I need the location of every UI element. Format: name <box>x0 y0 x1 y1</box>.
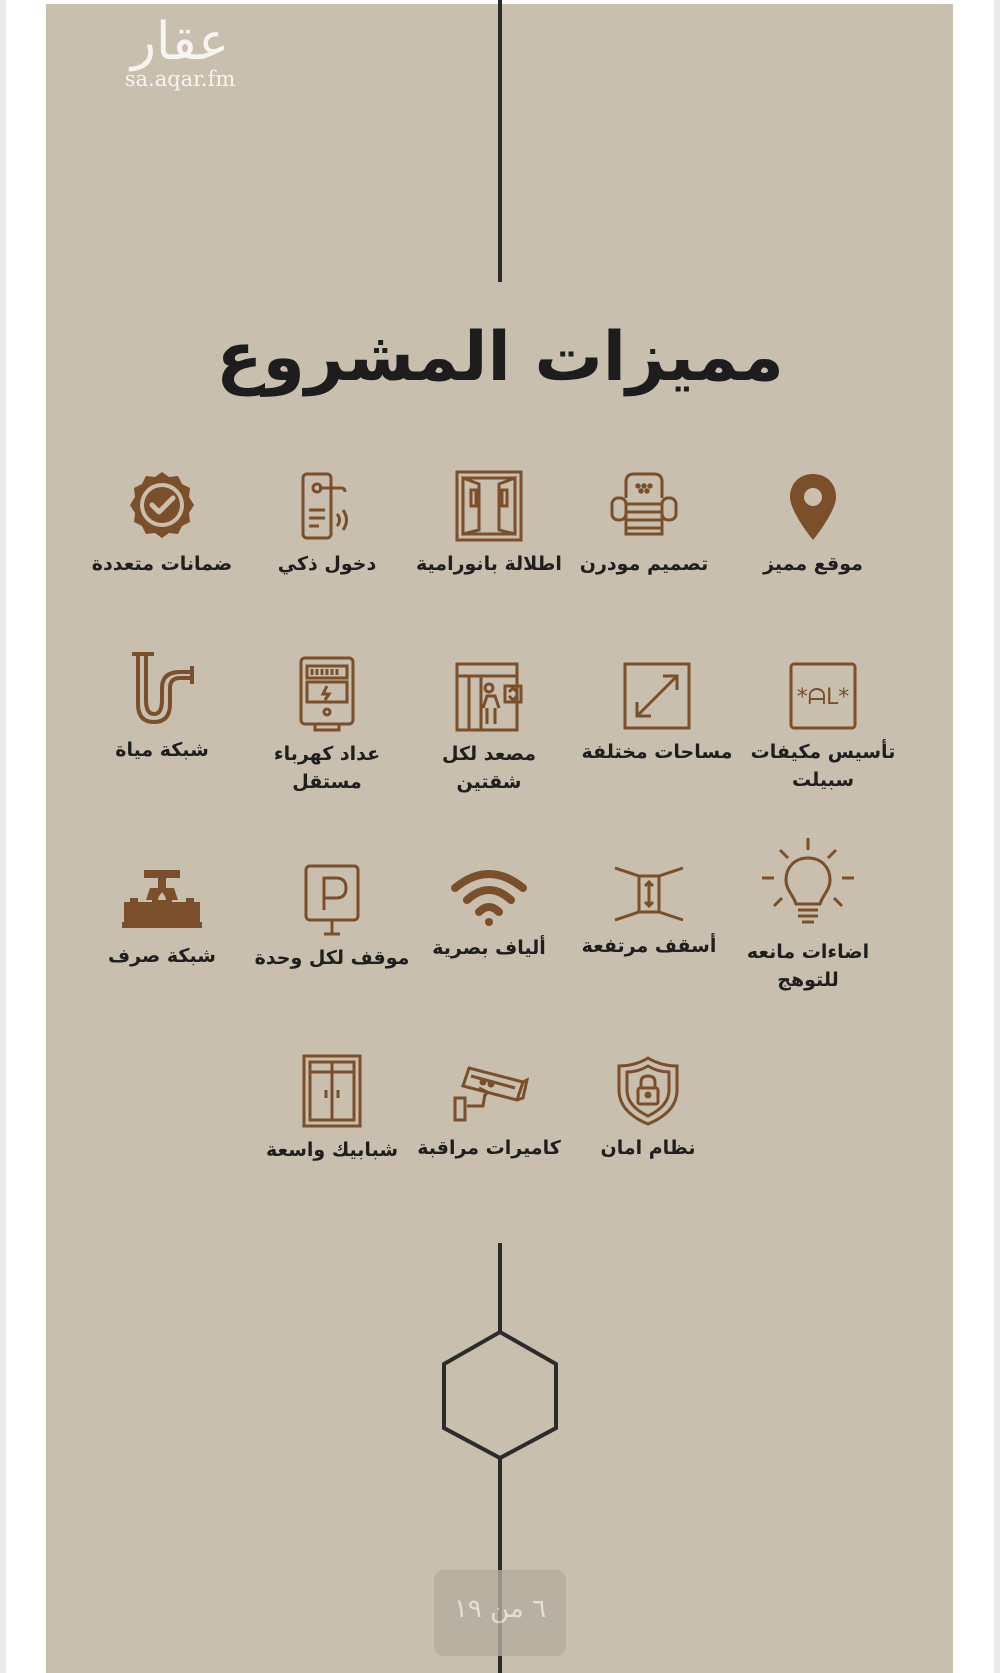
panoramic-window-icon <box>451 468 527 544</box>
feature-item <box>82 648 242 764</box>
page-indicator <box>434 1570 566 1656</box>
feature-item <box>577 660 737 766</box>
feature-label: عداد كهرباء مستقل <box>273 743 381 793</box>
hexagon-icon <box>438 1328 562 1460</box>
split-ac-icon <box>787 660 859 732</box>
feature-item <box>743 660 903 794</box>
electric-meter-icon <box>295 654 359 734</box>
armchair-icon <box>606 468 682 544</box>
parking-sign-icon <box>302 862 362 938</box>
feature-label: موقف لكل وحدة <box>254 947 410 969</box>
security-shield-icon <box>613 1054 683 1128</box>
feature-label: اطلالة بانورامية <box>416 553 562 575</box>
feature-item <box>252 1054 412 1164</box>
elevator-icon <box>451 658 527 734</box>
light-bulb-icon <box>758 836 858 932</box>
drain-valve-icon <box>122 866 202 936</box>
feature-label: ألياف بصرية <box>432 937 546 959</box>
feature-label: أسقف مرتفعة <box>581 935 717 957</box>
feature-label: مصعد لكل شقتين <box>442 743 536 793</box>
high-ceiling-icon <box>611 862 687 926</box>
feature-label: تأسيس مكيفات سبيلت <box>750 741 896 791</box>
location-pin-icon <box>778 470 848 544</box>
page-edge-left <box>0 0 6 1673</box>
feature-label: دخول ذكي <box>277 553 377 575</box>
watermark-url: sa.aqar.fm <box>124 67 236 91</box>
feature-item <box>252 862 412 972</box>
page-indicator-text: ٦ من ١٩ <box>453 1594 547 1624</box>
warranty-badge-icon <box>124 468 200 544</box>
feature-label: مساحات مختلفة <box>581 741 733 763</box>
feature-item <box>247 654 407 796</box>
feature-item <box>568 1054 728 1162</box>
feature-item <box>82 468 242 578</box>
feature-label: شبكة مياة <box>115 739 209 761</box>
feature-item <box>409 658 569 796</box>
feature-label: شبكة صرف <box>108 945 216 967</box>
feature-label: كاميرات مراقبة <box>417 1137 561 1159</box>
smart-lock-icon <box>289 470 365 544</box>
feature-label: نظام امان <box>600 1137 696 1159</box>
cctv-camera-icon <box>449 1058 529 1128</box>
resize-arrow-icon <box>621 660 693 732</box>
watermark-brand: عقار <box>130 12 230 72</box>
wide-window-icon <box>300 1054 364 1130</box>
page-title: مميزات المشروع <box>216 318 784 397</box>
feature-item <box>247 470 407 578</box>
feature-item <box>733 470 893 578</box>
top-divider-line <box>498 0 502 282</box>
feature-label: ضمانات متعددة <box>91 553 233 575</box>
page-edge-right <box>994 0 1000 1673</box>
feature-label: شبابيك واسعة <box>265 1139 399 1161</box>
svg-text:*ᗩL*: *ᗩL* <box>796 685 850 710</box>
water-pipe-icon <box>124 648 200 730</box>
feature-label: تصميم مودرن <box>579 553 709 575</box>
wifi-icon <box>449 868 529 928</box>
feature-label: موقع مميز <box>763 553 863 575</box>
feature-item <box>569 862 729 960</box>
feature-item <box>409 468 569 578</box>
feature-item <box>564 468 724 578</box>
watermark-logo <box>100 14 260 90</box>
feature-item <box>82 866 242 970</box>
feature-label: اضاءات مانعه للتوهج <box>746 941 870 991</box>
feature-item <box>409 868 569 962</box>
feature-item <box>409 1058 569 1162</box>
feature-item <box>728 836 888 994</box>
